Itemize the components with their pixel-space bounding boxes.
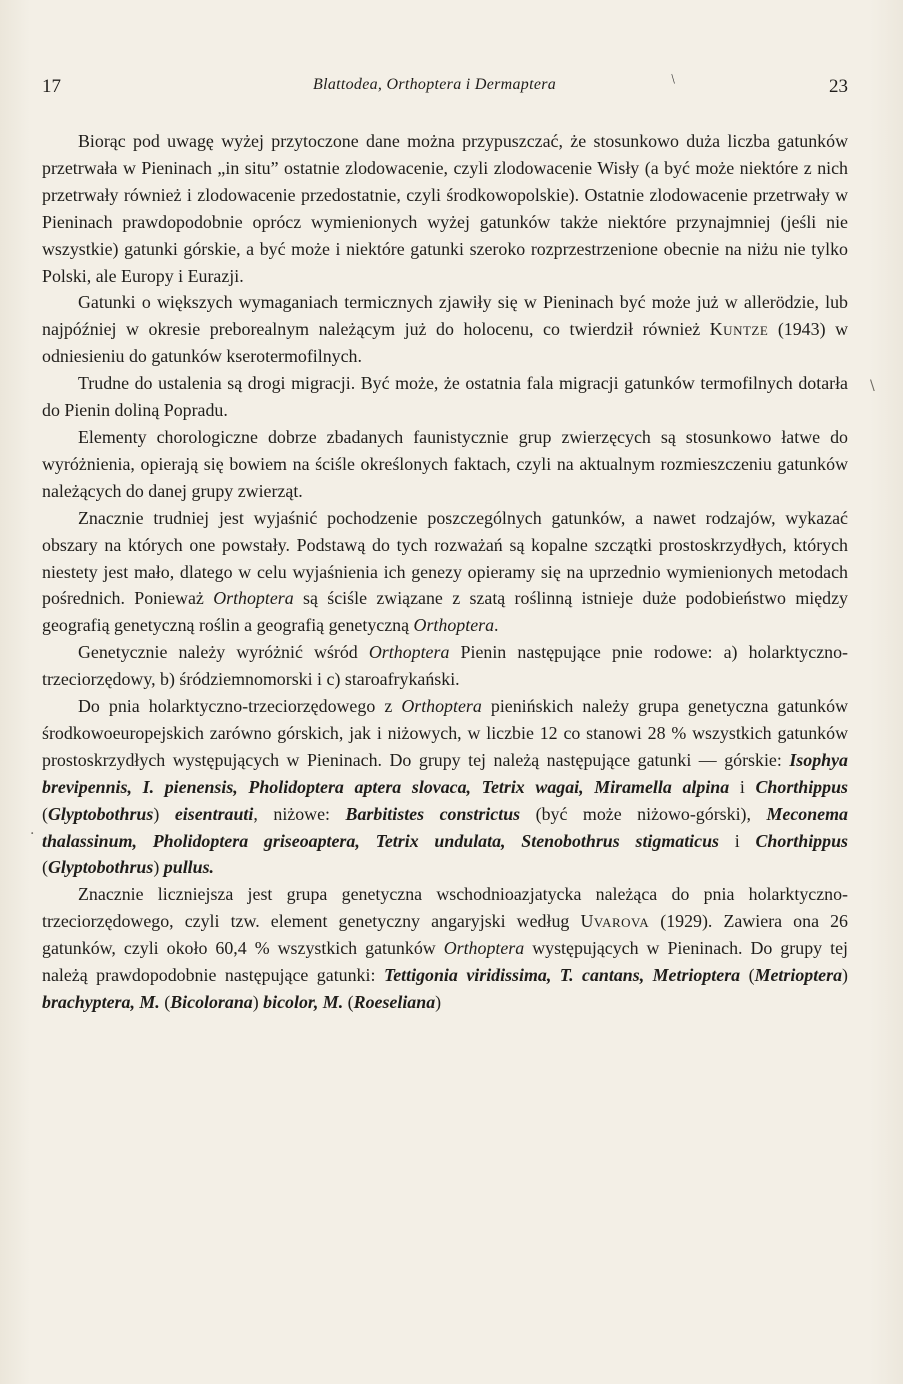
text-run: Genetycznie należy wyróżnić wśród [78, 642, 369, 663]
text-run: są ściśle związane z szatą roślinną istnieje duże podobieństwo między geografią genetyczną roślin a geografią genetyczną [42, 588, 848, 636]
paragraph [42, 289, 848, 370]
text-run: i [729, 776, 756, 797]
text-run: (1929). Zawiera ona 26 gatunków, czyli około 60,4 % wszystkich gatunków [42, 911, 848, 959]
text-run: występujących w Pieninach. Do grupy tej należą prawdopodobnie następujące gatunki: [42, 938, 848, 986]
text-run: Gatunki o większych wymaganiach termicznych zjawiły się w Pieninach być może już w allerödzie, lub najpóźniej w okresie preborealnym należącym już do holocenu, co twierdził również [42, 292, 848, 340]
text-run: Glyptobothrus [47, 857, 154, 878]
text-run: Isophya brevipennis, I. pienensis, Pholidoptera aptera slovaca, Tetrix wagai, Miramella alpina [42, 749, 848, 797]
text-run: Metrioptera [754, 965, 843, 986]
text-run: eisentrauti [174, 803, 254, 824]
running-title: Blattodea, Orthoptera i Dermaptera [313, 76, 557, 93]
paragraph [42, 505, 848, 640]
text-run: brachyptera, M. [42, 992, 160, 1012]
text-run: ( [42, 803, 48, 824]
text-run: Do pnia holarktyczno-trzeciorzędowego z [78, 696, 402, 717]
text-run: Kuntze [709, 319, 769, 340]
text-run: Chorthippus [755, 830, 848, 851]
text-run: ( [159, 992, 171, 1012]
text-run: ) [842, 965, 848, 986]
text-run: Orthoptera [401, 696, 482, 717]
text-run: Glyptobothrus [47, 803, 154, 824]
paragraph [42, 881, 848, 1016]
text-run: Orthoptera [443, 938, 525, 959]
text-run: Barbitistes constrictus [345, 803, 521, 824]
text-run: (być może niżowo-górski), [520, 803, 767, 824]
paragraph [42, 693, 848, 881]
paragraph [42, 128, 848, 289]
pencil-mark-icon: / [667, 72, 680, 87]
text-run: Chorthippus [755, 776, 848, 797]
right-page-number: 23 [829, 76, 848, 97]
text-run: Orthoptera [368, 642, 450, 663]
paragraph [42, 370, 848, 424]
text-run: ( [343, 992, 354, 1012]
text-run: Tettigonia viridissima, T. cantans, Metrioptera [383, 965, 741, 986]
text-run: (1943) w odniesieniu do gatunków kserotermofilnych. [42, 319, 848, 367]
text-run: ) [252, 992, 264, 1012]
text-run: bicolor, M. [263, 992, 344, 1012]
text-run: Roeseliana [353, 992, 436, 1012]
text-run: Znacznie trudniej jest wyjaśnić pochodzenie poszczególnych gatunków, a nawet rodzajów, wykazać obszary na których one powstały. Podstawą do tych rozważań są kopalne szczątki prostoskrzydłych, których niestety jest mało, dlatego w celu wyjaśnienia ich genezy opieramy się na uprzednio wymienionych metodach pośrednich. Ponieważ [42, 507, 848, 609]
text-run: ( [42, 857, 48, 878]
text-run: . [494, 615, 499, 636]
text-run: Znacznie liczniejsza jest grupa genetyczna wschodnioazjatycka należąca do pnia holarktyczno-trzeciorzędowego, czyli tzw. element genetyczny angaryjski według [42, 884, 848, 932]
text-run: Bicolorana [170, 992, 253, 1012]
text-run: Biorąc pod uwagę wyżej przytoczone dane można przypuszczać, że stosunkowo duża liczba gatunków przetrwała w Pieninach „in situ” ostatnie zlodowacenie, czyli zlodowacenie Wisły (a być może niektóre z nich przetrwały również i zlodowacenie przedostatnie, czyli środkowopolskie). Ostatnie zlodowacenie przetrwały w Pieninach prawdopodobnie oprócz wymienionych wyżej gatunków także niektóre przynajmniej (jeśli nie wszystkie) gatunki górskie, a być może i niektóre gatunki szeroko rozprzestrzenione obecnie na niżu nie tylko Polski, ale Europy i Eurazji. [42, 131, 848, 286]
running-header [42, 72, 848, 100]
text-run: ) [435, 992, 442, 1012]
text-run: Elementy chorologiczne dobrze zbadanych faunistycznie grup zwierzęcych są stosunkowo łatwe do wyróżnienia, opierają się bowiem na ściśle określonych faktach, czyli na aktualnym rozmieszczeniu gatunków należących do danej grupy zwierząt. [42, 426, 848, 501]
text-run: , niżowe: [253, 803, 346, 824]
text-run: Pienin następujące pnie rodowe: a) holarktyczno-trzeciorzędowy, b) śródziemnomorski i c) staroafrykański. [42, 642, 848, 690]
text-run: ( [740, 965, 755, 986]
left-page-number: 17 [42, 76, 61, 97]
text-run: Orthoptera [213, 588, 294, 609]
text-run: ) [153, 857, 164, 878]
text-run: Uvarova [580, 911, 650, 932]
text-run: Meconema thalassinum, Pholidoptera griseoaptera, Tetrix undulata, Stenobothrus stigmaticus [42, 803, 848, 851]
text-run: Orthoptera [413, 615, 495, 636]
paragraph [42, 639, 848, 693]
text-run: ) [153, 803, 175, 824]
text-run: Trudne do ustalenia są drogi migracji. Być może, że ostatnia fala migracji gatunków termofilnych dotarła do Pienin doliną Popradu. [42, 373, 848, 421]
paragraph [42, 424, 848, 505]
margin-tick-icon: \ [870, 378, 875, 394]
text-run: pienińskich należy grupa genetyczna gatunków środkowoeuropejskich zarówno górskich, jak i niżowych, w liczbie 12 co stanowi 28 % wszystkich gatunków prostoskrzydłych występujących w Pieninach. Do grupy tej należą następujące gatunki — górskie: [42, 696, 848, 770]
text-run: i [719, 830, 756, 851]
margin-dot-icon: · [30, 826, 35, 842]
body-text [42, 128, 848, 1016]
text-run: pullus. [163, 857, 215, 878]
